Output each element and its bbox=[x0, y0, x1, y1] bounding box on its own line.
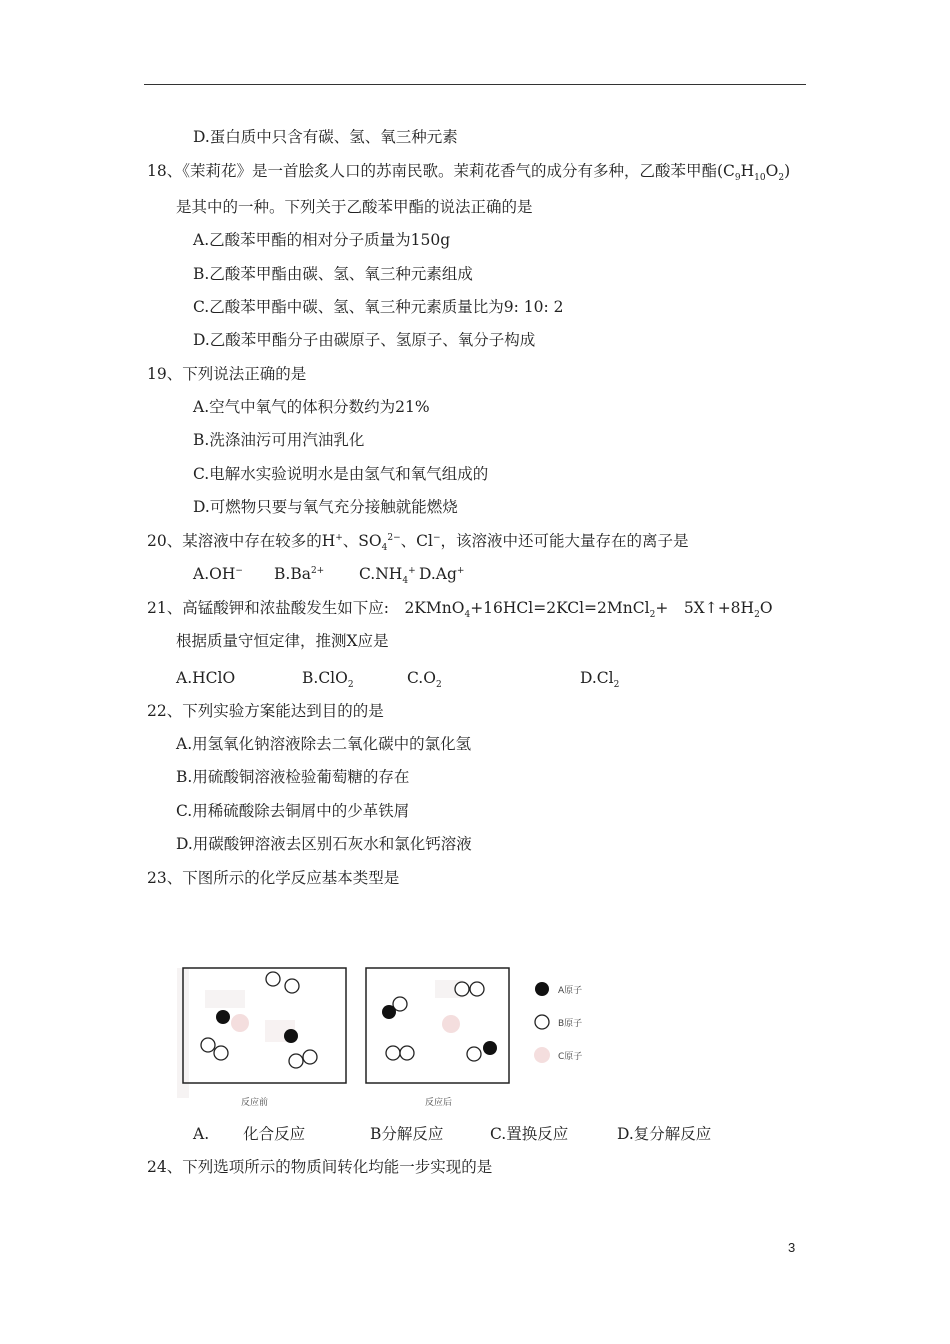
a-atom bbox=[284, 1029, 298, 1043]
legend-b-label: B原子 bbox=[558, 1019, 583, 1029]
q18-stem-line2: 是其中的一种。下列关于乙酸苯甲酯的说法正确的是 bbox=[176, 198, 533, 216]
c-atom bbox=[442, 1015, 460, 1033]
q18-stem-line1: 18、《茉莉花》是一首脍炙人口的苏南民歌。茉莉花香气的成分有多种，乙酸苯甲酯$(C_9H_{10}O_2)$ bbox=[147, 162, 791, 184]
q19-stem: 19、下列说法正确的是 bbox=[147, 365, 307, 383]
b-atom bbox=[289, 1054, 303, 1068]
q24-stem: 24、下列选项所示的物质间转化均能一步实现的是 bbox=[147, 1158, 493, 1176]
b-atom bbox=[303, 1050, 317, 1064]
q21-stem-line2: 根据质量守恒定律，推测X应是 bbox=[176, 632, 389, 650]
a-atom bbox=[382, 1005, 396, 1019]
legend-c-icon bbox=[534, 1047, 550, 1063]
page-number: 3 bbox=[788, 1240, 796, 1255]
q21-option-a[interactable]: A.HClO bbox=[176, 669, 236, 687]
q18-option-d[interactable]: D.乙酸苯甲酯分子由碳原子、氢原子、氧分子构成 bbox=[193, 331, 536, 349]
q23-option-c[interactable]: C.置换反应 bbox=[490, 1125, 569, 1143]
legend-b-icon bbox=[535, 1015, 549, 1029]
b-atom bbox=[470, 982, 484, 996]
a-atom bbox=[216, 1010, 230, 1024]
b-atom bbox=[214, 1046, 228, 1060]
b-atom bbox=[386, 1046, 400, 1060]
c-atom bbox=[231, 1014, 249, 1032]
q20-option-b[interactable]: $B.Ba^{2+}$ bbox=[274, 565, 325, 583]
q22-option-b[interactable]: B.用硫酸铜溶液检验葡萄糖的存在 bbox=[176, 768, 410, 786]
b-atom bbox=[201, 1038, 215, 1052]
q22-option-a[interactable]: A.用氢氧化钠溶液除去二氧化碳中的氯化氢 bbox=[176, 735, 472, 753]
q19-option-b[interactable]: B.洗涤油污可用汽油乳化 bbox=[193, 431, 365, 449]
q23-stem: 23、下图所示的化学反应基本类型是 bbox=[147, 869, 400, 887]
q19-option-c[interactable]: C.电解水实验说明水是由氢气和氧气组成的 bbox=[193, 465, 489, 483]
legend-a-icon bbox=[535, 982, 549, 996]
q17-option-d[interactable]: D.蛋白质中只含有碳、氢、氧三种元素 bbox=[193, 128, 458, 146]
q20-option-a[interactable]: A.OH− bbox=[193, 565, 243, 583]
q22-stem: 22、下列实验方案能达到目的的是 bbox=[147, 702, 384, 720]
q20-stem: 20、某溶液中存在较多的H+、$SO_4^{2-}$、Cl−，该溶液中还可能大量存在的离子是 bbox=[147, 532, 689, 554]
q18-option-c[interactable]: C.乙酸苯甲酯中碳、氢、氧三种元素质量比为9: 10: 2 bbox=[193, 298, 564, 316]
q21-option-b[interactable]: B.ClO$_2$ bbox=[302, 669, 354, 691]
before-frame bbox=[183, 968, 346, 1083]
q23-option-d[interactable]: D.复分解反应 bbox=[617, 1125, 712, 1143]
legend-c-label: C原子 bbox=[558, 1052, 583, 1062]
a-atom bbox=[483, 1041, 497, 1055]
b-atom bbox=[285, 979, 299, 993]
header-rule bbox=[144, 84, 806, 85]
legend-a-label: A原子 bbox=[558, 986, 583, 996]
q23-option-b[interactable]: B分解反应 bbox=[370, 1125, 444, 1143]
q21-option-c[interactable]: $C.O_2$ bbox=[407, 669, 442, 691]
q22-option-d[interactable]: D.用碳酸钾溶液去区别石灰水和氯化钙溶液 bbox=[176, 835, 472, 853]
q21-option-d[interactable]: $D.Cl_2$ bbox=[580, 669, 620, 691]
q19-option-a[interactable]: A.空气中氧气的体积分数约为21% bbox=[193, 398, 430, 416]
q22-option-c[interactable]: C.用稀硫酸除去铜屑中的少革铁屑 bbox=[176, 802, 410, 820]
after-caption: 反应后 bbox=[425, 1098, 453, 1108]
q23-option-a[interactable]: A. 化合反应 bbox=[193, 1125, 306, 1143]
q20-option-d[interactable]: D.Ag+ bbox=[419, 565, 465, 583]
q18-option-a[interactable]: A.乙酸苯甲酯的相对分子质量为150g bbox=[193, 231, 451, 249]
b-atom bbox=[467, 1047, 481, 1061]
q21-stem-line1: 21、高锰酸钾和浓盐酸发生如下应: 2KMnO$_4$+16HCl=2KCl=2MnCl$_2$+ $5X↑+8H_2O$ bbox=[147, 599, 773, 621]
q20-option-c[interactable]: $C.NH_4^+$ bbox=[359, 565, 416, 587]
before-caption: 反应前 bbox=[241, 1098, 269, 1108]
reaction-figure bbox=[175, 960, 605, 1110]
b-atom bbox=[455, 982, 469, 996]
b-atom bbox=[400, 1046, 414, 1060]
q19-option-d[interactable]: D.可燃物只要与氧气充分接触就能燃烧 bbox=[193, 498, 458, 516]
q18-option-b[interactable]: B.乙酸苯甲酯由碳、氢、氧三种元素组成 bbox=[193, 265, 473, 283]
b-atom bbox=[266, 972, 280, 986]
